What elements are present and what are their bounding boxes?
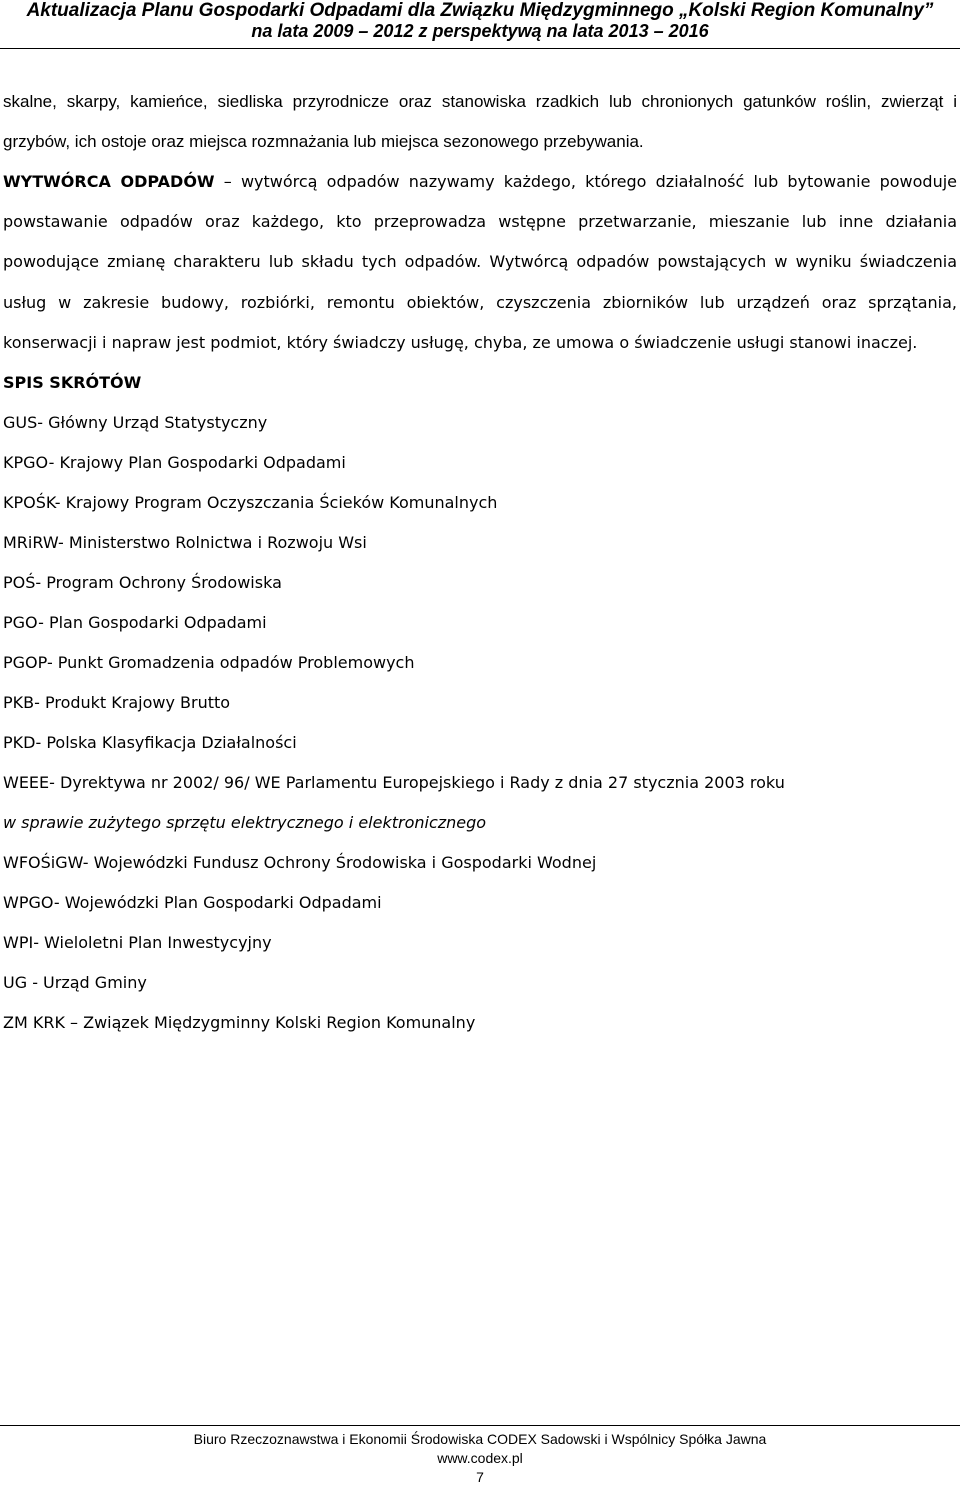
definition-text: – wytwórcą odpadów nazywamy każdego, którego działalność lub bytowanie powoduje powstawanie odpadów oraz każdego, kto przeprowadza wstępne przetwarzanie, mieszanie lub inne działania powodujące zmianę charakteru lub składu tych odpadów. Wytwórcą odpadów powstających w wyniku świadczenia usług w zakresie budowy, rozbiórki, remontu obiektów, czyszczenia zbiorników lub urządzeń oraz sprzątania, konserwacji i napraw jest podmiot, który świadczy usługę, chyba, ze umowa o świadczenie usługi stanowi inaczej.	[3, 172, 958, 352]
abbreviation-item: GUS- Główny Urząd Statystyczny	[3, 413, 268, 433]
abbreviation-item: PKD- Polska Klasyfikacja Działalności	[3, 733, 297, 753]
abbreviation-item-weee	[3, 763, 957, 843]
abbreviation-item: WPGO- Wojewódzki Plan Gospodarki Odpadami	[3, 893, 382, 913]
definition-term: WYTWÓRCA ODPADÓW	[3, 172, 215, 191]
continued-paragraph: skalne, skarpy, kamieńce, siedliska przyrodnicze oraz stanowiska rzadkich lub chronionych gatunków roślin, zwierząt i grzybów, ich ostoje oraz miejsca rozmnażania lub miejsca sezonowego przebywania.	[3, 92, 957, 151]
footer-divider	[0, 1425, 960, 1426]
weee-italic-text: w sprawie zużytego sprzętu elektrycznego i elektronicznego	[3, 813, 487, 833]
abbreviations-heading: SPIS SKRÓTÓW	[3, 373, 142, 393]
weee-main-text: WEEE- Dyrektywa nr 2002/ 96/ WE Parlamentu Europejskiego i Rady z dnia 27 stycznia 2003 roku	[3, 773, 785, 793]
abbreviation-item: KPGO- Krajowy Plan Gospodarki Odpadami	[3, 453, 346, 473]
header-title-line-2: na lata 2009 – 2012 z perspektywą na lata 2013 – 2016	[251, 21, 709, 41]
abbreviation-item: PKB- Produkt Krajowy Brutto	[3, 693, 231, 713]
abbreviation-item: ZM KRK – Związek Międzygminny Kolski Region Komunalny	[3, 1013, 476, 1033]
abbreviation-item: UG - Urząd Gminy	[3, 973, 147, 993]
abbreviation-item: WPI- Wieloletni Plan Inwestycyjny	[3, 933, 272, 953]
page-number: 7	[476, 1469, 484, 1485]
definition-paragraph	[3, 162, 957, 363]
abbreviation-item: PGO- Plan Gospodarki Odpadami	[3, 613, 267, 633]
abbreviation-item: KPOŚK- Krajowy Program Oczyszczania Ścieków Komunalnych	[3, 493, 498, 513]
footer-website: www.codex.pl	[437, 1450, 523, 1466]
abbreviations-list	[3, 403, 957, 1043]
document-body	[3, 82, 957, 1043]
page-header	[0, 0, 960, 48]
abbreviation-item: PGOP- Punkt Gromadzenia odpadów Problemowych	[3, 653, 415, 673]
abbreviation-item: MRiRW- Ministerstwo Rolnictwa i Rozwoju Wsi	[3, 533, 367, 553]
header-title-line-1: Aktualizacja Planu Gospodarki Odpadami dla Związku Międzygminnego „Kolski Region Komunalny”	[26, 0, 934, 21]
page-footer	[0, 1430, 960, 1487]
header-divider	[0, 48, 960, 49]
footer-company: Biuro Rzeczoznawstwa i Ekonomii Środowiska CODEX Sadowski i Wspólnicy Spółka Jawna	[193, 1431, 767, 1447]
abbreviation-item: WFOŚiGW- Wojewódzki Fundusz Ochrony Środowiska i Gospodarki Wodnej	[3, 853, 597, 873]
abbreviation-item: POŚ- Program Ochrony Środowiska	[3, 573, 282, 593]
